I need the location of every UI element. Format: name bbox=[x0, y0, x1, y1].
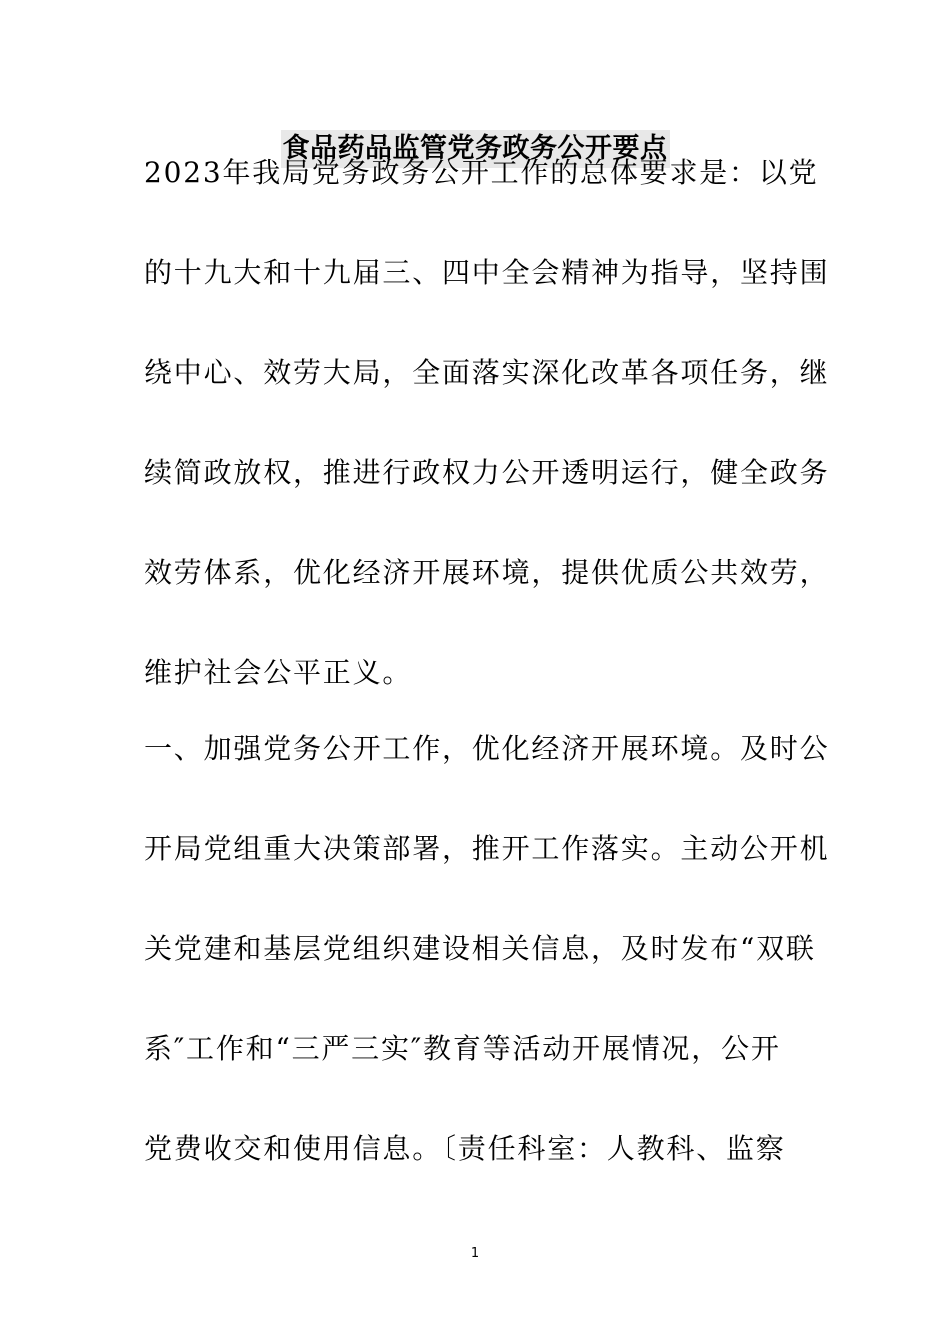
paragraph-line: 关党建和基层党组织建设相关信息，及时发布“双联 bbox=[144, 932, 816, 965]
paragraph-line: 续简政放权，推进行政权力公开透明运行，健全政务 bbox=[144, 456, 830, 489]
page-number: 1 bbox=[470, 1246, 480, 1261]
paragraph-line: 维护社会公平正义。 bbox=[144, 656, 413, 689]
paragraph-line: 系″工作和“三严三实″教育等活动开展情况，公开 bbox=[144, 1032, 781, 1065]
paragraph-line: 2023年我局党务政务公开工作的总体要求是：以党 bbox=[144, 156, 819, 189]
paragraph-line: 绕中心、效劳大局，全面落实深化改革各项任务，继 bbox=[144, 356, 830, 389]
paragraph-line: 的十九大和十九届三、四中全会精神为指导，坚持围 bbox=[144, 256, 830, 289]
paragraph-line: 党费收交和使用信息。〔责任科室：人教科、监察 bbox=[144, 1132, 786, 1165]
paragraph-line: 一、加强党务公开工作，优化经济开展环境。及时公 bbox=[144, 732, 830, 765]
document-title: 食品药品监管党务政务公开要点 bbox=[281, 130, 670, 168]
paragraph-line: 效劳体系，优化经济开展环境，提供优质公共效劳， bbox=[144, 556, 830, 589]
paragraph-line: 开局党组重大决策部署，推开工作落实。主动公开机 bbox=[144, 832, 830, 865]
